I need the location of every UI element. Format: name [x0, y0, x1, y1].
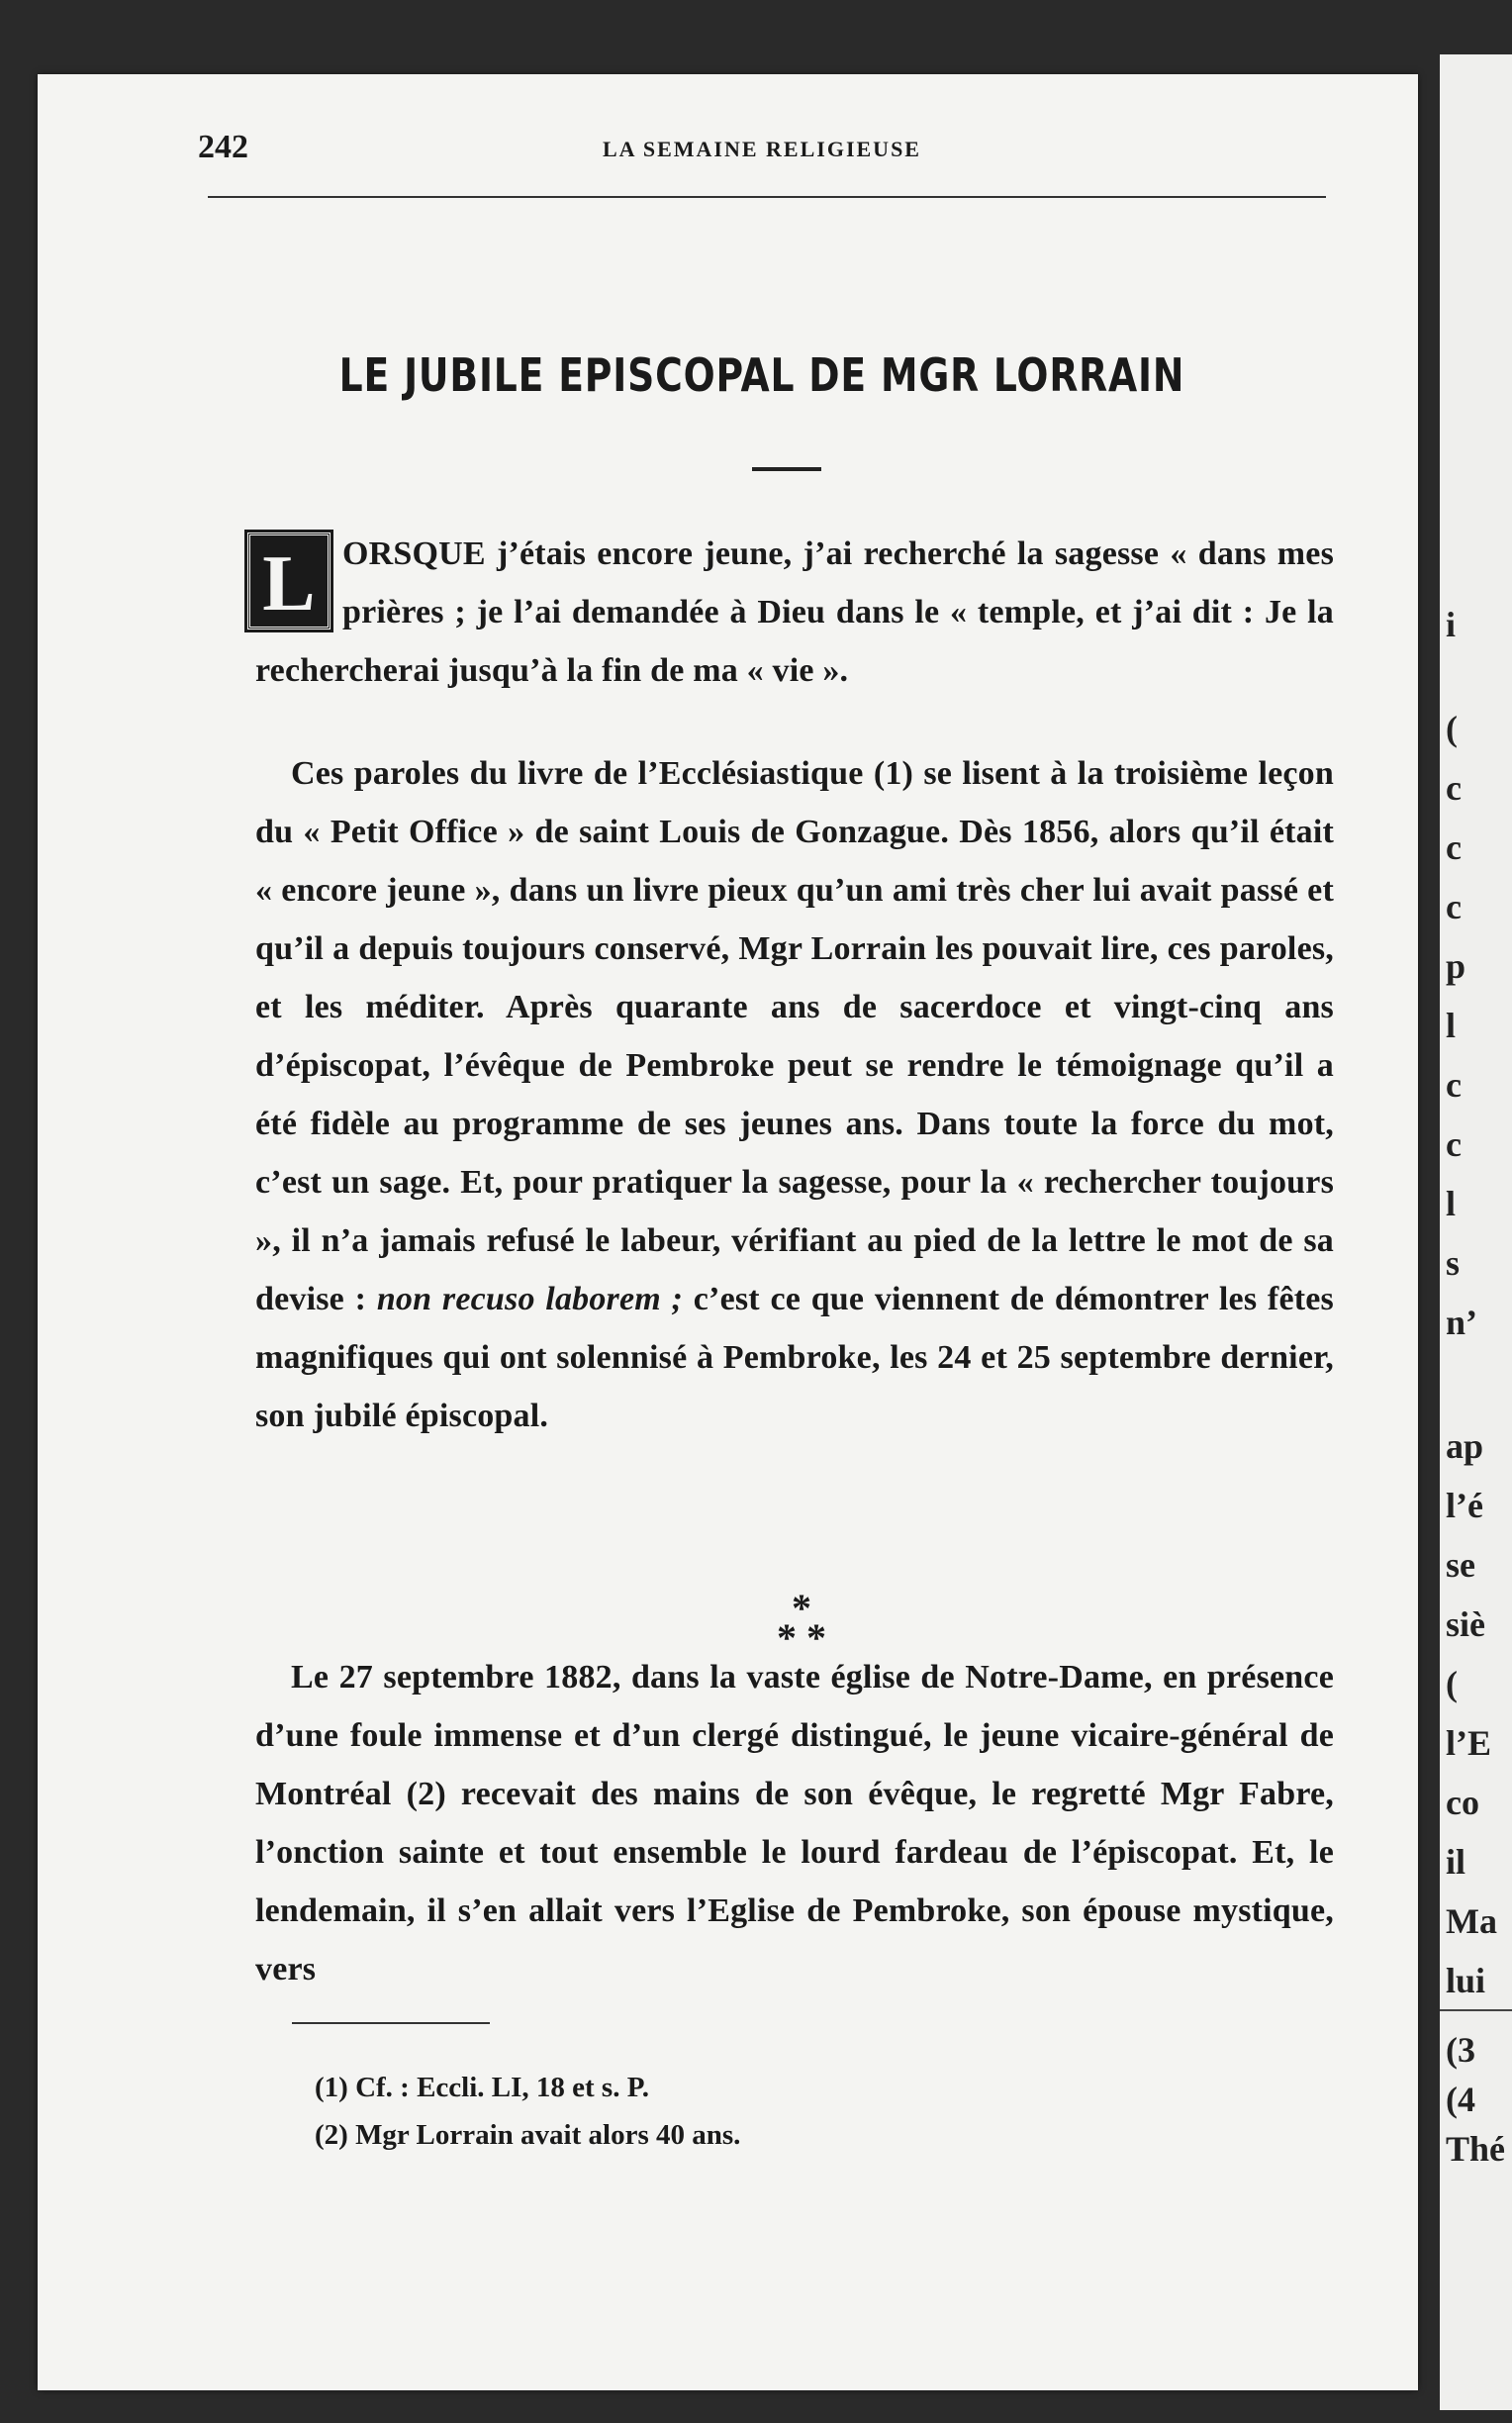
- adjacent-page-fragment: l: [1446, 1006, 1457, 1045]
- adjacent-page-fragment: lui: [1446, 1961, 1486, 2000]
- footnote-rule: [292, 2022, 490, 2024]
- separator-star-top: *: [792, 1586, 811, 1630]
- paragraph-2: [255, 744, 1334, 1445]
- motto-italic: non recuso laborem ;: [376, 1281, 684, 1317]
- paragraph-2-text-b: c’est ce que viennent de démontrer les fêtes magnifiques qui ont solennisé à Pembroke, les 24 et 25 septembre dernier, son jubilé épiscopal.: [255, 1281, 1334, 1434]
- adjacent-page-fragment: s: [1446, 1243, 1461, 1283]
- adjacent-page-fragment: (4: [1446, 2080, 1475, 2119]
- adjacent-page-fragment: c: [1446, 827, 1462, 867]
- page-number: 242: [198, 129, 248, 165]
- adjacent-page-fragment: il: [1446, 1842, 1466, 1882]
- adjacent-page-fragment: l’é: [1446, 1486, 1483, 1525]
- running-title: LA SEMAINE RELIGIEUSE: [603, 137, 921, 161]
- section-separator-asterism: [762, 1586, 841, 1660]
- adjacent-page-fragment: co: [1446, 1783, 1479, 1822]
- adjacent-page-fragment: (: [1446, 709, 1458, 748]
- title-dash: [752, 467, 821, 471]
- paragraph-1: [255, 525, 1334, 700]
- footnote-1: (1) Cf. : Eccli. LI, 18 et s. P.: [315, 2072, 650, 2103]
- adjacent-page-fragment: p: [1446, 946, 1466, 986]
- adjacent-page-fragment: Ma: [1446, 1901, 1497, 1941]
- adjacent-page-fragment: (: [1446, 1664, 1458, 1703]
- article-title: LE JUBILE EPISCOPAL DE MGR LORRAIN: [338, 348, 1185, 402]
- adjacent-page-fragment: Thé: [1446, 2129, 1506, 2169]
- adjacent-page-fragment: c: [1446, 1065, 1462, 1105]
- dropcap-letter: L: [247, 533, 331, 630]
- paragraph-1-text: ORSQUE j’étais encore jeune, j’ai recherché la sagesse « dans mes prières ; je l’ai demandée à Dieu dans le « temple, et j’ai dit : Je la rechercherai jusqu’à la fin de ma « vie ».: [255, 535, 1334, 689]
- footnote-2: (2) Mgr Lorrain avait alors 40 ans.: [315, 2119, 741, 2151]
- adjacent-page-fragment: siè: [1446, 1604, 1485, 1644]
- adjacent-page-fragment: se: [1446, 1545, 1475, 1585]
- adjacent-page-fragment: c: [1446, 1124, 1462, 1164]
- paragraph-3: [255, 1648, 1334, 1998]
- adjacent-page-fragment: c: [1446, 768, 1462, 808]
- adjacent-page-fragment: c: [1446, 887, 1462, 926]
- adjacent-page-fragment: l’E: [1446, 1723, 1492, 1763]
- separator-star-right: *: [806, 1615, 826, 1660]
- separator-star-left: *: [777, 1615, 797, 1660]
- page-header: [198, 129, 1326, 188]
- paragraph-2-text-a: Ces paroles du livre de l’Ecclésiastique (1) se lisent à la troisième leçon du « Petit Office » de saint Louis de Gonzague. Dès 1856, alors qu’il était « encore jeune », dans un livre pieux qu’un ami très cher lui avait passé et qu’il a depuis toujours conservé, Mgr Lorrain les pouvait lire, ces paroles, et les méditer. Après quarante ans de sacerdoce et vingt-cinq ans d’épiscopat, l’évêque de Pembroke peut se rendre le témoignage qu’il a été fidèle au programme de ses jeunes ans. Dans toute la force du mot, c’est un sage. Et, pour pratiquer la sagesse, pour la « rechercher toujours », il n’a jamais refusé le labeur, vérifiant au pied de la lettre le mot de sa devise :: [255, 755, 1334, 1317]
- header-rule: [208, 196, 1326, 198]
- adjacent-page-fragment: i: [1446, 605, 1457, 644]
- adjacent-page-edge: [1440, 54, 1512, 2410]
- adjacent-page-fragment: ap: [1446, 1426, 1484, 1466]
- adjacent-page-fragment: l: [1446, 1184, 1457, 1223]
- footnotes: [315, 2064, 1106, 2159]
- adjacent-page-fragment: (3: [1446, 2030, 1475, 2070]
- adjacent-footnote-rule: [1440, 2009, 1512, 2011]
- paragraph-3-text: Le 27 septembre 1882, dans la vaste église de Notre-Dame, en présence d’une foule immense et d’un clergé distingué, le jeune vicaire-général de Montréal (2) recevait des mains de son évêque, le regretté Mgr Fabre, l’onction sainte et tout ensemble le lourd fardeau de l’épiscopat. Et, le lendemain, il s’en allait vers l’Eglise de Pembroke, son épouse mystique, vers: [255, 1659, 1334, 1987]
- adjacent-page-fragment: n’: [1446, 1303, 1478, 1342]
